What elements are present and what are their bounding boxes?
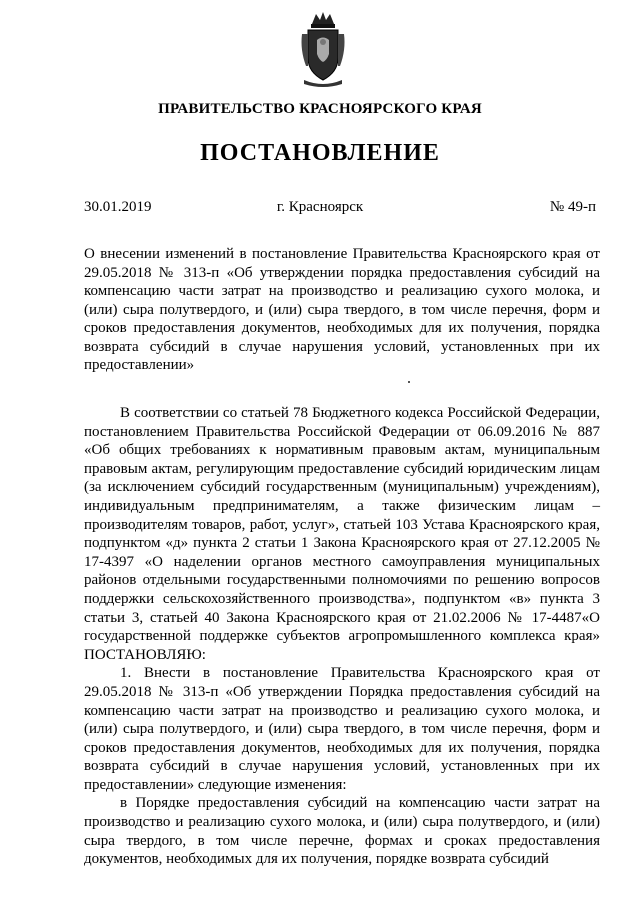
document-date: 30.01.2019 — [84, 199, 152, 215]
document-subject: О внесении изменений в постановление Правительства Красноярского края от 29.05.2018 № 313-п «Об утверждении порядка предоставления субсидий на компенсацию части затрат на производство и реализацию сухого молока, и (или) сыра полутвердого, и (или) сыра твердого, в том числе перечня, форм и сроков предоставления документов, необходимых для их получения, порядка возврата субсидий в случае нарушения условий, установленных при их предоставлении» — [84, 246, 600, 373]
government-name: ПРАВИТЕЛЬСТВО КРАСНОЯРСКОГО КРАЯ — [158, 101, 482, 117]
document-city: г. Красноярск — [276, 199, 364, 215]
coat-of-arms-icon — [298, 10, 348, 88]
body-paragraph-legal-basis: В соответствии со статьей 78 Бюджетного кодекса Российской Федерации, постановлением Правительства Российской Федерации от 06.09.2016 № 887 «Об общих требованиях к нормативным правовым актам, муниципальным правовым актам, регулирующим предоставление субсидий юридическим лицам (за исключением субсидий государственным (муниципальным) учреждениям), индивидуальным предпринимателям, а также физическим лицам – производителям товаров, работ, услуг», статьей 103 Устава Красноярского края, подпунктом «д» пункта 2 статьи 1 Закона Красноярского края от 27.12.2005 № 17-4397 «О наделении органов местного самоуправления муниципальных районов отдельными государственными полномочиями по решению вопросов поддержки сельскохозяйственного производства», подпунктом «в» пункта 3 статьи 3, статьей 40 Закона Красноярского края от 21.02.2006 № 17-4487«О государственной поддержке субъектов агропромышленного комплекса края» ПОСТАНОВЛЯЮ: — [84, 405, 600, 663]
document-number: № 49-п — [549, 199, 596, 215]
body-paragraph-amendments: в Порядке предоставления субсидий на компенсацию части затрат на производство и реализацию сухого молока, и (или) сыра полутвердого, и (или) сыра твердого, в том числе перечне, формах и сроках предоставления документов, необходимых для их получения, порядке возврата субсидий — [84, 795, 600, 868]
body-paragraph-item-1: 1. Внести в постановление Правительства Красноярского края от 29.05.2018 № 313-п «Об утверждении Порядка предоставления субсидий на компенсацию части затрат на производство и реализацию сухого молока, и (или) сыра полутвердого, и (или) сыра твердого, в том числе перечня, форм и сроков предоставления документов, необходимых для их получения, порядка возврата субсидий в случае нарушения условий, установленных при их предоставлении» следующие изменения: — [84, 665, 600, 793]
document-type-title: ПОСТАНОВЛЕНИЕ — [200, 140, 440, 166]
scan-artifact — [408, 381, 410, 383]
document-body — [84, 404, 600, 869]
